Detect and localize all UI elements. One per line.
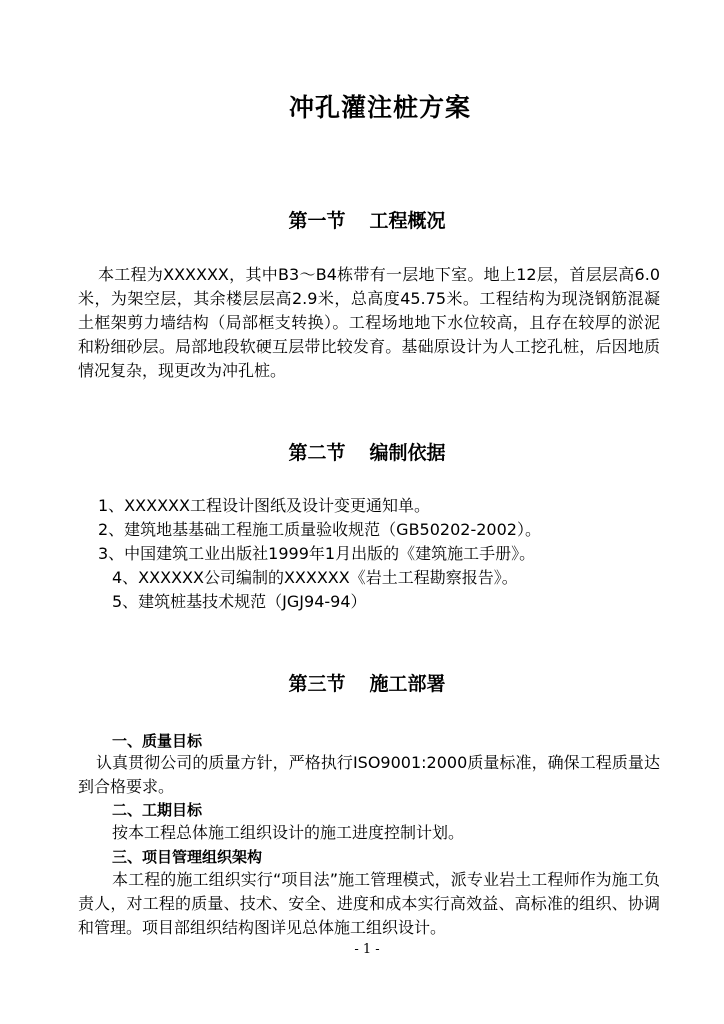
- section-2-number: 第二节: [288, 442, 346, 464]
- schedule-goal-heading: 二、工期目标: [112, 801, 203, 819]
- section-2-name: 编制依据: [369, 442, 446, 464]
- quality-goal-heading: 一、质量目标: [112, 732, 203, 750]
- section-3-name: 施工部署: [369, 673, 446, 695]
- section-1-paragraph: 本工程为XXXXXX，其中B3～B4栋带有一层地下室。地上12层，首层层高6.0米，为架空层，其余楼层层高2.9米，总高度45.75米。工程结构为现浇钢筋混凝土框架剪力墙结构（局部框支转换）。工程场地地下水位较高，且存在较厚的淤泥和粉细砂层。局部地段软硬互层带比较发育。基础原设计为人工挖孔桩，后因地质情况复杂，现更改为冲孔桩。: [78, 265, 660, 380]
- section-3-heading: [0, 669, 724, 696]
- section-2-heading: [0, 438, 724, 465]
- schedule-goal-text: 按本工程总体施工组织设计的施工进度控制计划。: [112, 823, 465, 842]
- page-number: - 1 -: [354, 942, 380, 957]
- section-1-heading: [0, 206, 724, 233]
- section-1-number: 第一节: [288, 210, 346, 232]
- org-structure-heading: 三、项目管理组织架构: [112, 848, 263, 866]
- quality-goal-text: 认真贯彻公司的质量方针，严格执行ISO9001:2000质量标准，确保工程质量达到合格要求。: [78, 753, 660, 796]
- section-1-name: 工程概况: [369, 210, 446, 232]
- reference-item-1: 1、XXXXXX工程设计图纸及设计变更通知单。: [98, 496, 430, 515]
- reference-item-4: 4、XXXXXX公司编制的XXXXXX《岩土工程勘察报告》。: [112, 568, 518, 587]
- document-title: 冲孔灌注桩方案: [288, 93, 471, 122]
- reference-item-3: 3、中国建筑工业出版社1999年1月出版的《建筑施工手册》。: [98, 544, 536, 563]
- reference-item-2: 2、建筑地基基础工程施工质量验收规范（GB50202-2002）。: [98, 520, 541, 539]
- org-structure-text: 本工程的施工组织实行“项目法”施工管理模式，派专业岩土工程师作为施工负责人，对工程的质量、技术、安全、进度和成本实行高效益、高标准的组织、协调和管理。项目部组织结构图详见总体施工组织设计。: [78, 870, 660, 937]
- section-3-number: 第三节: [288, 673, 346, 695]
- reference-item-5: 5、建筑桩基技术规范（JGJ94-94）: [112, 592, 367, 611]
